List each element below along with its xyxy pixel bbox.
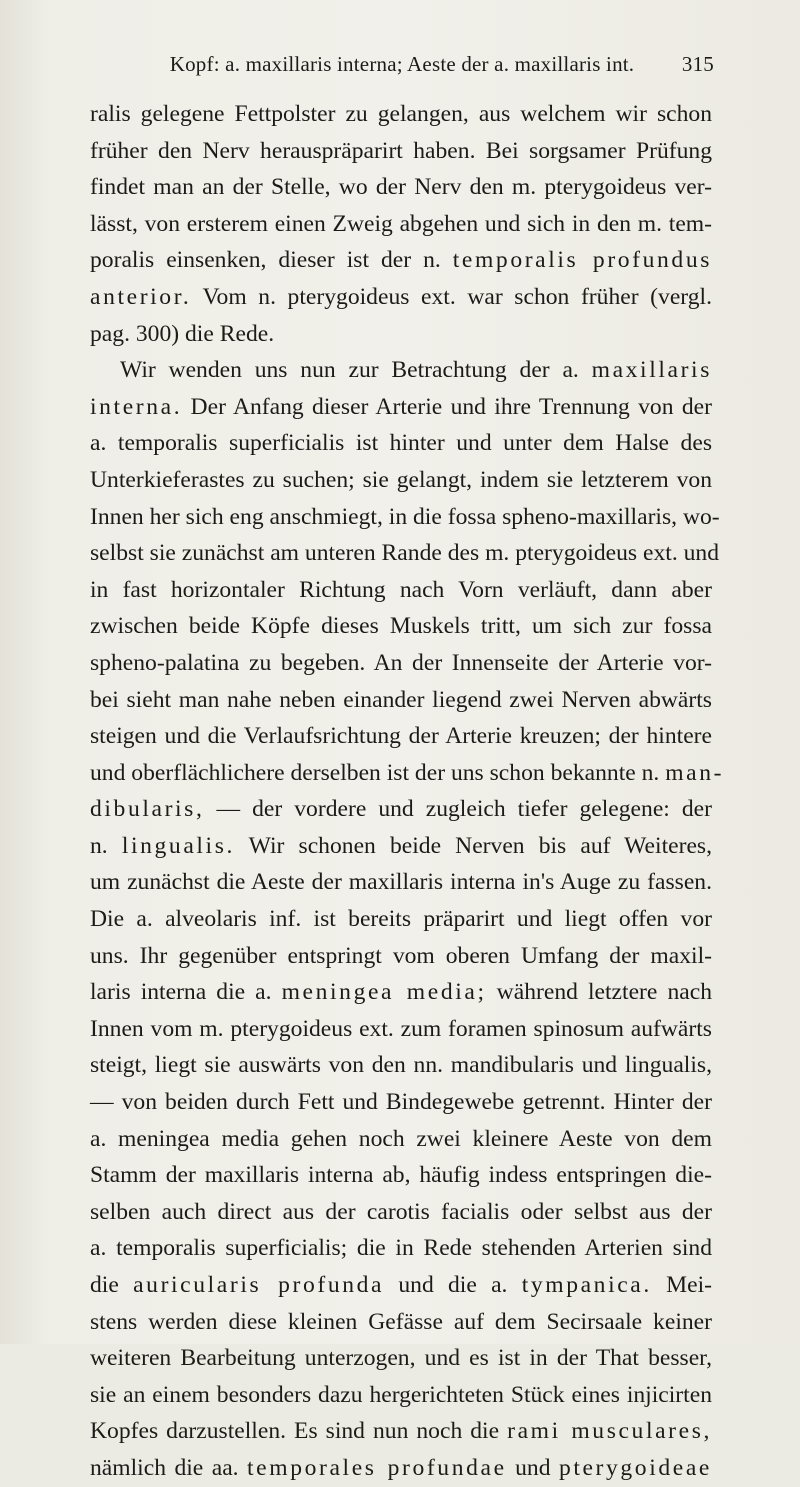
- text-line: [90, 608, 712, 645]
- spaced-term: maxillaris: [591, 357, 712, 384]
- text-line: [90, 133, 712, 170]
- text-line: [90, 389, 712, 426]
- text-segment: weiteren Bearbeitung unterzogen, und es ist in der That besser,: [90, 1345, 712, 1372]
- spaced-term: interna.: [90, 393, 183, 420]
- text-line: [90, 718, 712, 755]
- text-line: [90, 279, 712, 316]
- text-line: [90, 352, 712, 389]
- text-segment: n.: [90, 832, 122, 859]
- text-line: [90, 682, 712, 719]
- text-segment: selbst sie zunächst am unteren Rande des m. pterygoideus ext. und: [90, 540, 720, 567]
- text-segment: Innen her sich eng anschmiegt, in die fossa spheno-maxillaris, wo-: [90, 503, 720, 530]
- text-line: [90, 1377, 712, 1414]
- text-line: [90, 535, 720, 572]
- text-segment: früher den Nerv herauspräparirt haben. Bei sorgsamer Prüfung: [90, 137, 712, 164]
- running-header: [90, 52, 714, 86]
- text-segment: selben auch direct aus der carotis facialis oder selbst aus der: [90, 1198, 712, 1225]
- text-line: [90, 1413, 712, 1450]
- text-line: [90, 572, 712, 609]
- text-line: [90, 1450, 712, 1487]
- text-segment: Mei-: [651, 1272, 712, 1298]
- text-segment: uns. Ihr gegenüber entspringt vom oberen Umfang der maxil-: [90, 942, 712, 969]
- spaced-term: pterygoideae: [558, 1454, 712, 1481]
- text-segment: Wir wenden uns nun zur Betrachtung der a.: [120, 357, 592, 384]
- text-segment: poralis einsenken, dieser ist der n.: [90, 247, 453, 274]
- spaced-term: auricularis profunda: [133, 1272, 385, 1298]
- spaced-term: temporalis profundus: [452, 247, 712, 274]
- body-text: [90, 96, 725, 1487]
- text-line: [90, 755, 725, 792]
- text-line: [90, 1267, 712, 1304]
- text-segment: Kopfes darzustellen. Es sind nun noch die: [90, 1418, 508, 1445]
- text-segment: — von beiden durch Fett und Bindegewebe getrennt. Hinter der: [90, 1089, 712, 1116]
- text-line: [90, 1194, 712, 1231]
- text-segment: zwischen beide Köpfe dieses Muskels tritt, um sich zur fossa: [90, 613, 712, 640]
- text-line: [90, 242, 712, 279]
- text-segment: laris interna die a.: [90, 979, 282, 1006]
- text-segment: stens werden diese kleinen Gefässe auf dem Secirsaale keiner: [90, 1308, 712, 1335]
- text-line: [90, 1011, 712, 1048]
- text-line: [90, 316, 712, 353]
- text-segment: sie an einem besonders dazu hergerichteten Stück eines injicirten: [90, 1381, 712, 1408]
- text-segment: a. temporalis superficialis; die in Rede stehenden Arterien sind: [90, 1235, 712, 1262]
- text-line: [90, 828, 712, 865]
- spaced-term: meningea media;: [281, 979, 487, 1006]
- text-segment: Unterkieferastes zu suchen; sie gelangt, indem sie letzterem von: [90, 466, 712, 493]
- spaced-term: dibularis,: [90, 796, 205, 823]
- text-segment: die: [90, 1272, 134, 1298]
- text-segment: steigen und die Verlaufsrichtung der Arterie kreuzen; der hintere: [90, 723, 712, 750]
- text-line: [90, 462, 712, 499]
- text-segment: und: [506, 1454, 559, 1481]
- text-line: [90, 645, 712, 682]
- text-line: [90, 1230, 712, 1267]
- text-segment: um zunächst die Aeste der maxillaris interna in's Auge zu fassen.: [90, 869, 712, 896]
- page-number: 315: [681, 52, 714, 76]
- text-line: [90, 1084, 712, 1121]
- text-line: [90, 938, 712, 975]
- text-line: [90, 1304, 712, 1341]
- text-segment: a. temporalis superficialis ist hinter und unter dem Halse des: [90, 430, 712, 457]
- text-line: [90, 791, 712, 828]
- text-line: [90, 169, 712, 206]
- text-line: [90, 974, 712, 1011]
- text-segment: Die a. alveolaris inf. ist bereits präparirt und liegt offen vor: [90, 906, 712, 933]
- text-segment: findet man an der Stelle, wo der Nerv den m. pterygoideus ver-: [90, 174, 712, 201]
- text-line: [90, 864, 712, 901]
- text-segment: Wir schonen beide Nerven bis auf Weiteres,: [234, 832, 713, 859]
- text-segment: Vom n. pterygoideus ext. war schon früher (vergl.: [191, 283, 712, 310]
- text-segment: spheno-palatina zu begeben. An der Innenseite der Arterie vor-: [90, 649, 712, 676]
- text-line: [90, 1340, 712, 1377]
- spaced-term: temporales profundae: [247, 1454, 507, 1481]
- spaced-term: rami musculares,: [507, 1418, 712, 1445]
- text-segment: — der vordere und zugleich tiefer gelegene: der: [204, 796, 712, 823]
- text-segment: steigt, liegt sie auswärts von den nn. mandibularis und lingualis,: [90, 1052, 712, 1079]
- text-segment: in fast horizontaler Richtung nach Vorn verläuft, dann aber: [90, 576, 712, 603]
- spaced-term: tympanica.: [521, 1272, 652, 1298]
- text-line: [90, 206, 712, 243]
- text-segment: und oberflächlichere derselben ist der uns schon bekannte n.: [90, 759, 666, 786]
- text-segment: und die a.: [384, 1272, 522, 1298]
- text-segment: a. meningea media gehen noch zwei kleinere Aeste von dem: [90, 1125, 712, 1152]
- text-line: [90, 1157, 712, 1194]
- text-line: [90, 96, 712, 133]
- text-line: [90, 499, 720, 536]
- text-line: [90, 901, 712, 938]
- text-line: [90, 425, 712, 462]
- text-segment: Stamm der maxillaris interna ab, häufig indess entspringen die-: [90, 1162, 712, 1189]
- text-segment: während letztere nach: [486, 979, 712, 1006]
- text-segment: Der Anfang dieser Arterie und ihre Trennung von der: [182, 393, 712, 420]
- text-segment: pag. 300) die Rede.: [90, 320, 275, 347]
- text-segment: nämlich die aa.: [90, 1454, 248, 1481]
- text-line: [90, 1121, 712, 1158]
- spaced-term: lingualis.: [121, 832, 235, 859]
- text-segment: bei sieht man nahe neben einander liegend zwei Nerven abwärts: [90, 686, 712, 713]
- spaced-term: man-: [665, 759, 725, 786]
- text-line: [90, 1047, 712, 1084]
- text-segment: Innen vom m. pterygoideus ext. zum foramen spinosum aufwärts: [90, 1015, 712, 1042]
- text-segment: lässt, von ersterem einen Zweig abgehen und sich in den m. tem-: [90, 210, 712, 237]
- spaced-term: anterior.: [90, 283, 192, 310]
- text-segment: ralis gelegene Fettpolster zu gelangen, aus welchem wir schon: [90, 101, 712, 127]
- running-title: Kopf: a. maxillaris interna; Aeste der a. maxillaris int.: [169, 52, 635, 76]
